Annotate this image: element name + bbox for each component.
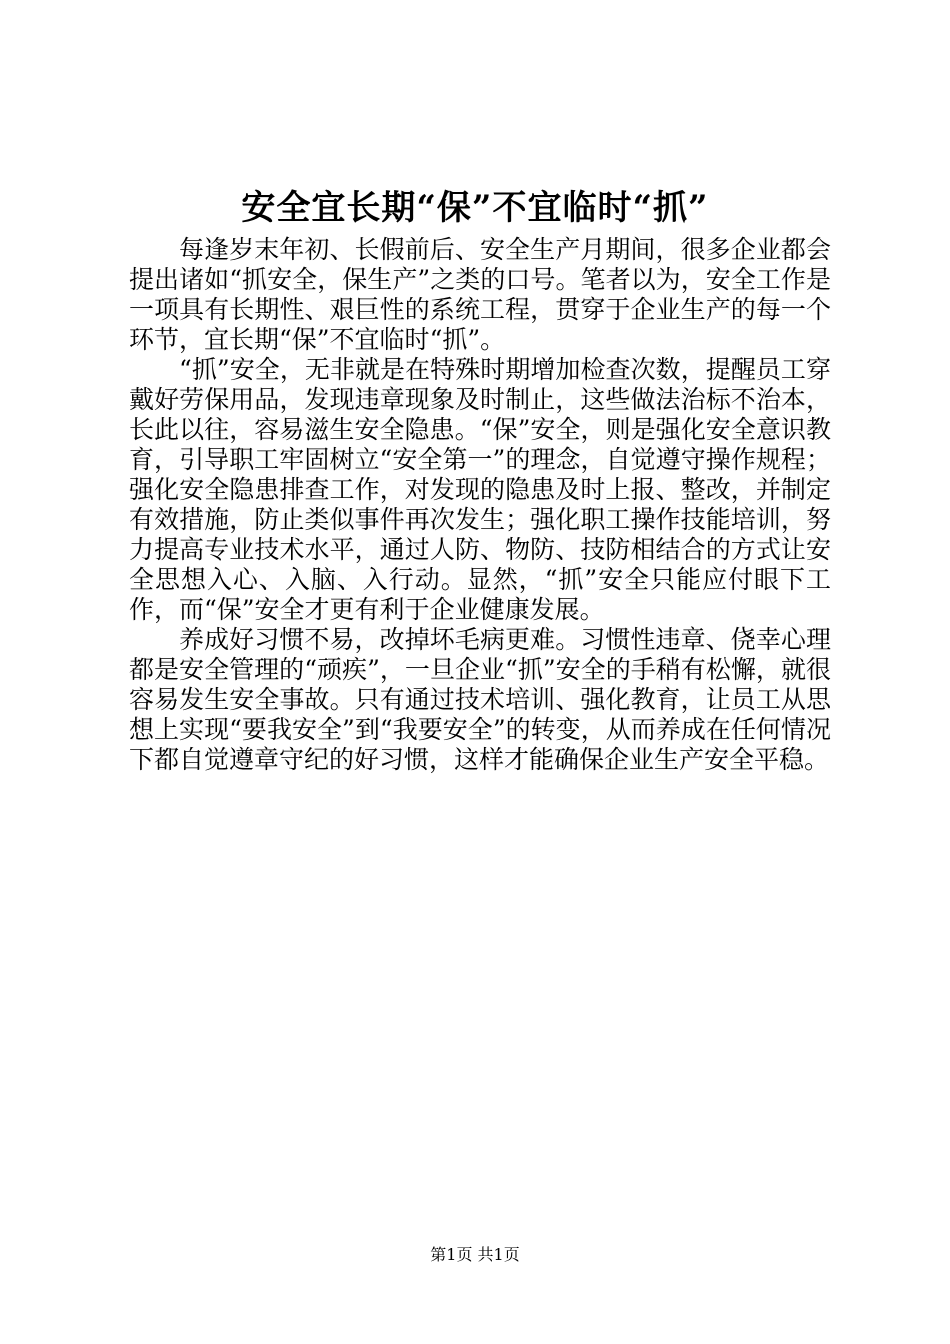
paragraph-2: “抓”安全，无非就是在特殊时期增加检查次数，提醒员工穿戴好劳保用品，发现违章现象及时制止，这些做法治标不治本，长此以往，容易滋生安全隐患。“保”安全，则是强化安全意识教育，引导职工牢固树立“安全第一”的理念，自觉遵守操作规程；强化安全隐患排查工作，对发现的隐患及时上报、整改，并制定有效措施，防止类似事件再次发生；强化职工操作技能培训，努力提高专业技术水平，通过人防、物防、技防相结合的方式让安全思想入心、入脑、入行动。显然，“抓”安全只能应付眼下工作，而“保”安全才更有利于企业健康发展。 — [129, 355, 831, 624]
page-title: 安全宜长期“保”不宜临时“抓” — [241, 188, 709, 228]
page-number-footer: 第1页 共1页 — [430, 1245, 520, 1264]
paragraph-1: 每逢岁末年初、长假前后、安全生产月期间，很多企业都会提出诸如“抓安全，保生产”之类的口号。笔者以为，安全工作是一项具有长期性、艰巨性的系统工程，贯穿于企业生产的每一个环节，宜长期“保”不宜临时“抓”。 — [129, 235, 831, 354]
article-body — [129, 235, 831, 775]
paragraph-3: 养成好习惯不易，改掉坏毛病更难。习惯性违章、侥幸心理都是安全管理的“顽疾”，一旦企业“抓”安全的手稍有松懈，就很容易发生安全事故。只有通过技术培训、强化教育，让员工从思想上实现“要我安全”到“我要安全”的转变，从而养成在任何情况下都自觉遵章守纪的好习惯，这样才能确保企业生产安全平稳。 — [129, 625, 831, 774]
